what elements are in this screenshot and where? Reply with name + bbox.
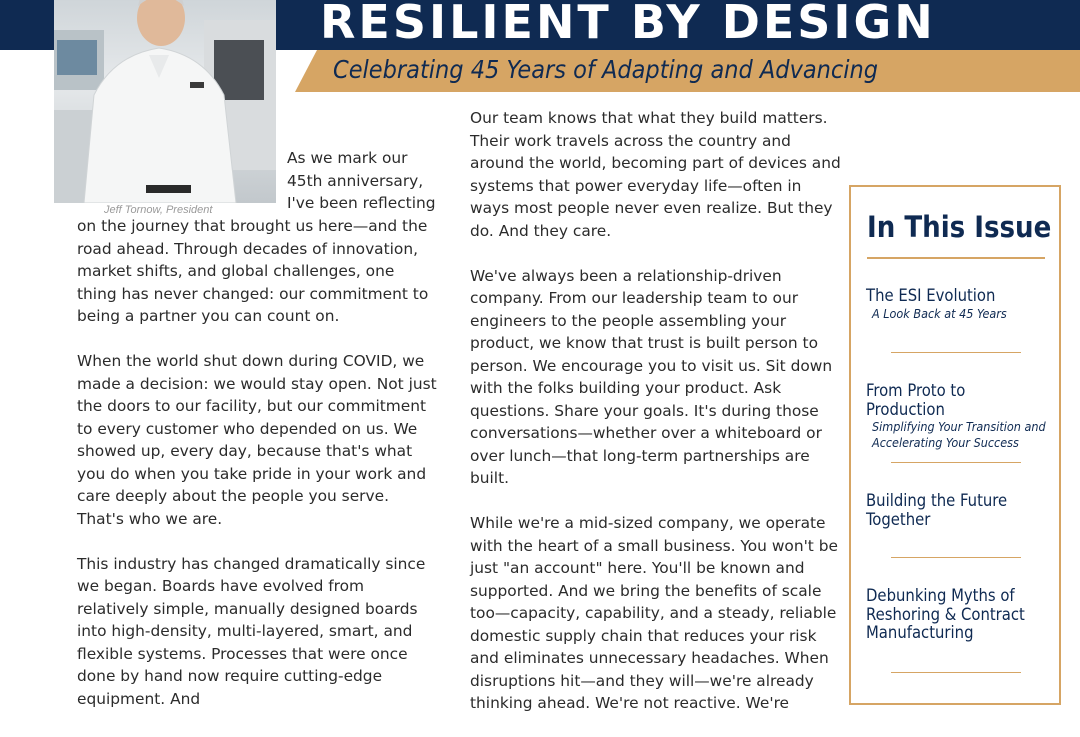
paragraph: This industry has changed dramatically since we began. Boards have evolved from relatively simple, manually designed boards into high-density, multi-layered, smart, and flexible systems. Processes that were once done by hand now require cutting-edge equipment. And — [77, 554, 426, 708]
paragraph: on the journey that brought us here—and the road ahead. Through decades of innovation, market shifts, and global challenges, one thing has never changed: our commitment to being a partner you can count on. — [77, 217, 429, 325]
toc-item-subtitle: Simplifying Your Transition and Accelerating Your Success — [872, 419, 1046, 450]
letter-column-1 — [77, 215, 437, 733]
toc-divider — [891, 557, 1021, 558]
toc-item-title: The ESI Evolution — [866, 286, 996, 305]
photo-caption: Jeff Tornow, President — [104, 204, 213, 216]
toc-item-subtitle: A Look Back at 45 Years — [872, 305, 1007, 321]
president-photo — [54, 0, 276, 203]
paragraph: Our team knows that what they build matters. Their work travels across the country and around the world, becoming part of devices and systems that power everyday life—often in ways most people never even realize. But they do. And they care. — [470, 109, 841, 240]
paragraph: While we're a mid-sized company, we operate with the heart of a small business. You won't be just "an account" here. You'll be known and supported. And we bring the benefits of scale too—capacity, capability, and a steady, reliable domestic supply chain that reduces your risk and eliminates unnecessary headaches. When disruptions hit—and they will—we're already thinking ahead. We're not reactive. We're — [470, 514, 838, 712]
toc-item-esi-evolution[interactable] — [866, 287, 1046, 321]
sidebar-title: In This Issue — [867, 210, 1052, 244]
toc-divider — [891, 352, 1021, 353]
toc-divider — [891, 462, 1021, 463]
president-photo-illustration — [54, 0, 276, 203]
toc-item-title: From Proto to Production — [866, 381, 966, 419]
newsletter-subtitle: Celebrating 45 Years of Adapting and Advancing — [333, 55, 879, 84]
in-this-issue-sidebar — [849, 185, 1061, 705]
toc-item-debunking-myths[interactable] — [866, 587, 1046, 643]
letter-intro: As we mark our 45th anniversary, I've been reflecting — [287, 149, 436, 212]
toc-divider — [891, 672, 1021, 673]
paragraph: When the world shut down during COVID, we made a decision: we would stay open. Not just the doors to our facility, but our commitment to every customer who depended on us. We showed up, every day, because that's what you do when you take pride in your work and care deeply about the people you serve. That's who we are. — [77, 352, 437, 528]
newsletter-headline: RESILIENT BY DESIGN — [320, 0, 936, 49]
toc-item-proto-to-production[interactable] — [866, 382, 1046, 450]
paragraph: We've always been a relationship-driven company. From our leadership team to our engineers to the people assembling your product, we know that trust is built person to person. We encourage you to visit us. Sit down with the folks building your product. Ask questions. Share your goals. It's during those conversations—whether over a whiteboard or over lunch—that long-term partnerships are built. — [470, 266, 833, 487]
letter-column-2 — [470, 107, 842, 737]
toc-item-building-the-future[interactable] — [866, 492, 1046, 529]
toc-item-title: Debunking Myths of Reshoring & Contract Manufacturing — [866, 586, 1025, 642]
sidebar-divider — [867, 257, 1045, 259]
toc-item-title: Building the Future Together — [866, 491, 1008, 529]
